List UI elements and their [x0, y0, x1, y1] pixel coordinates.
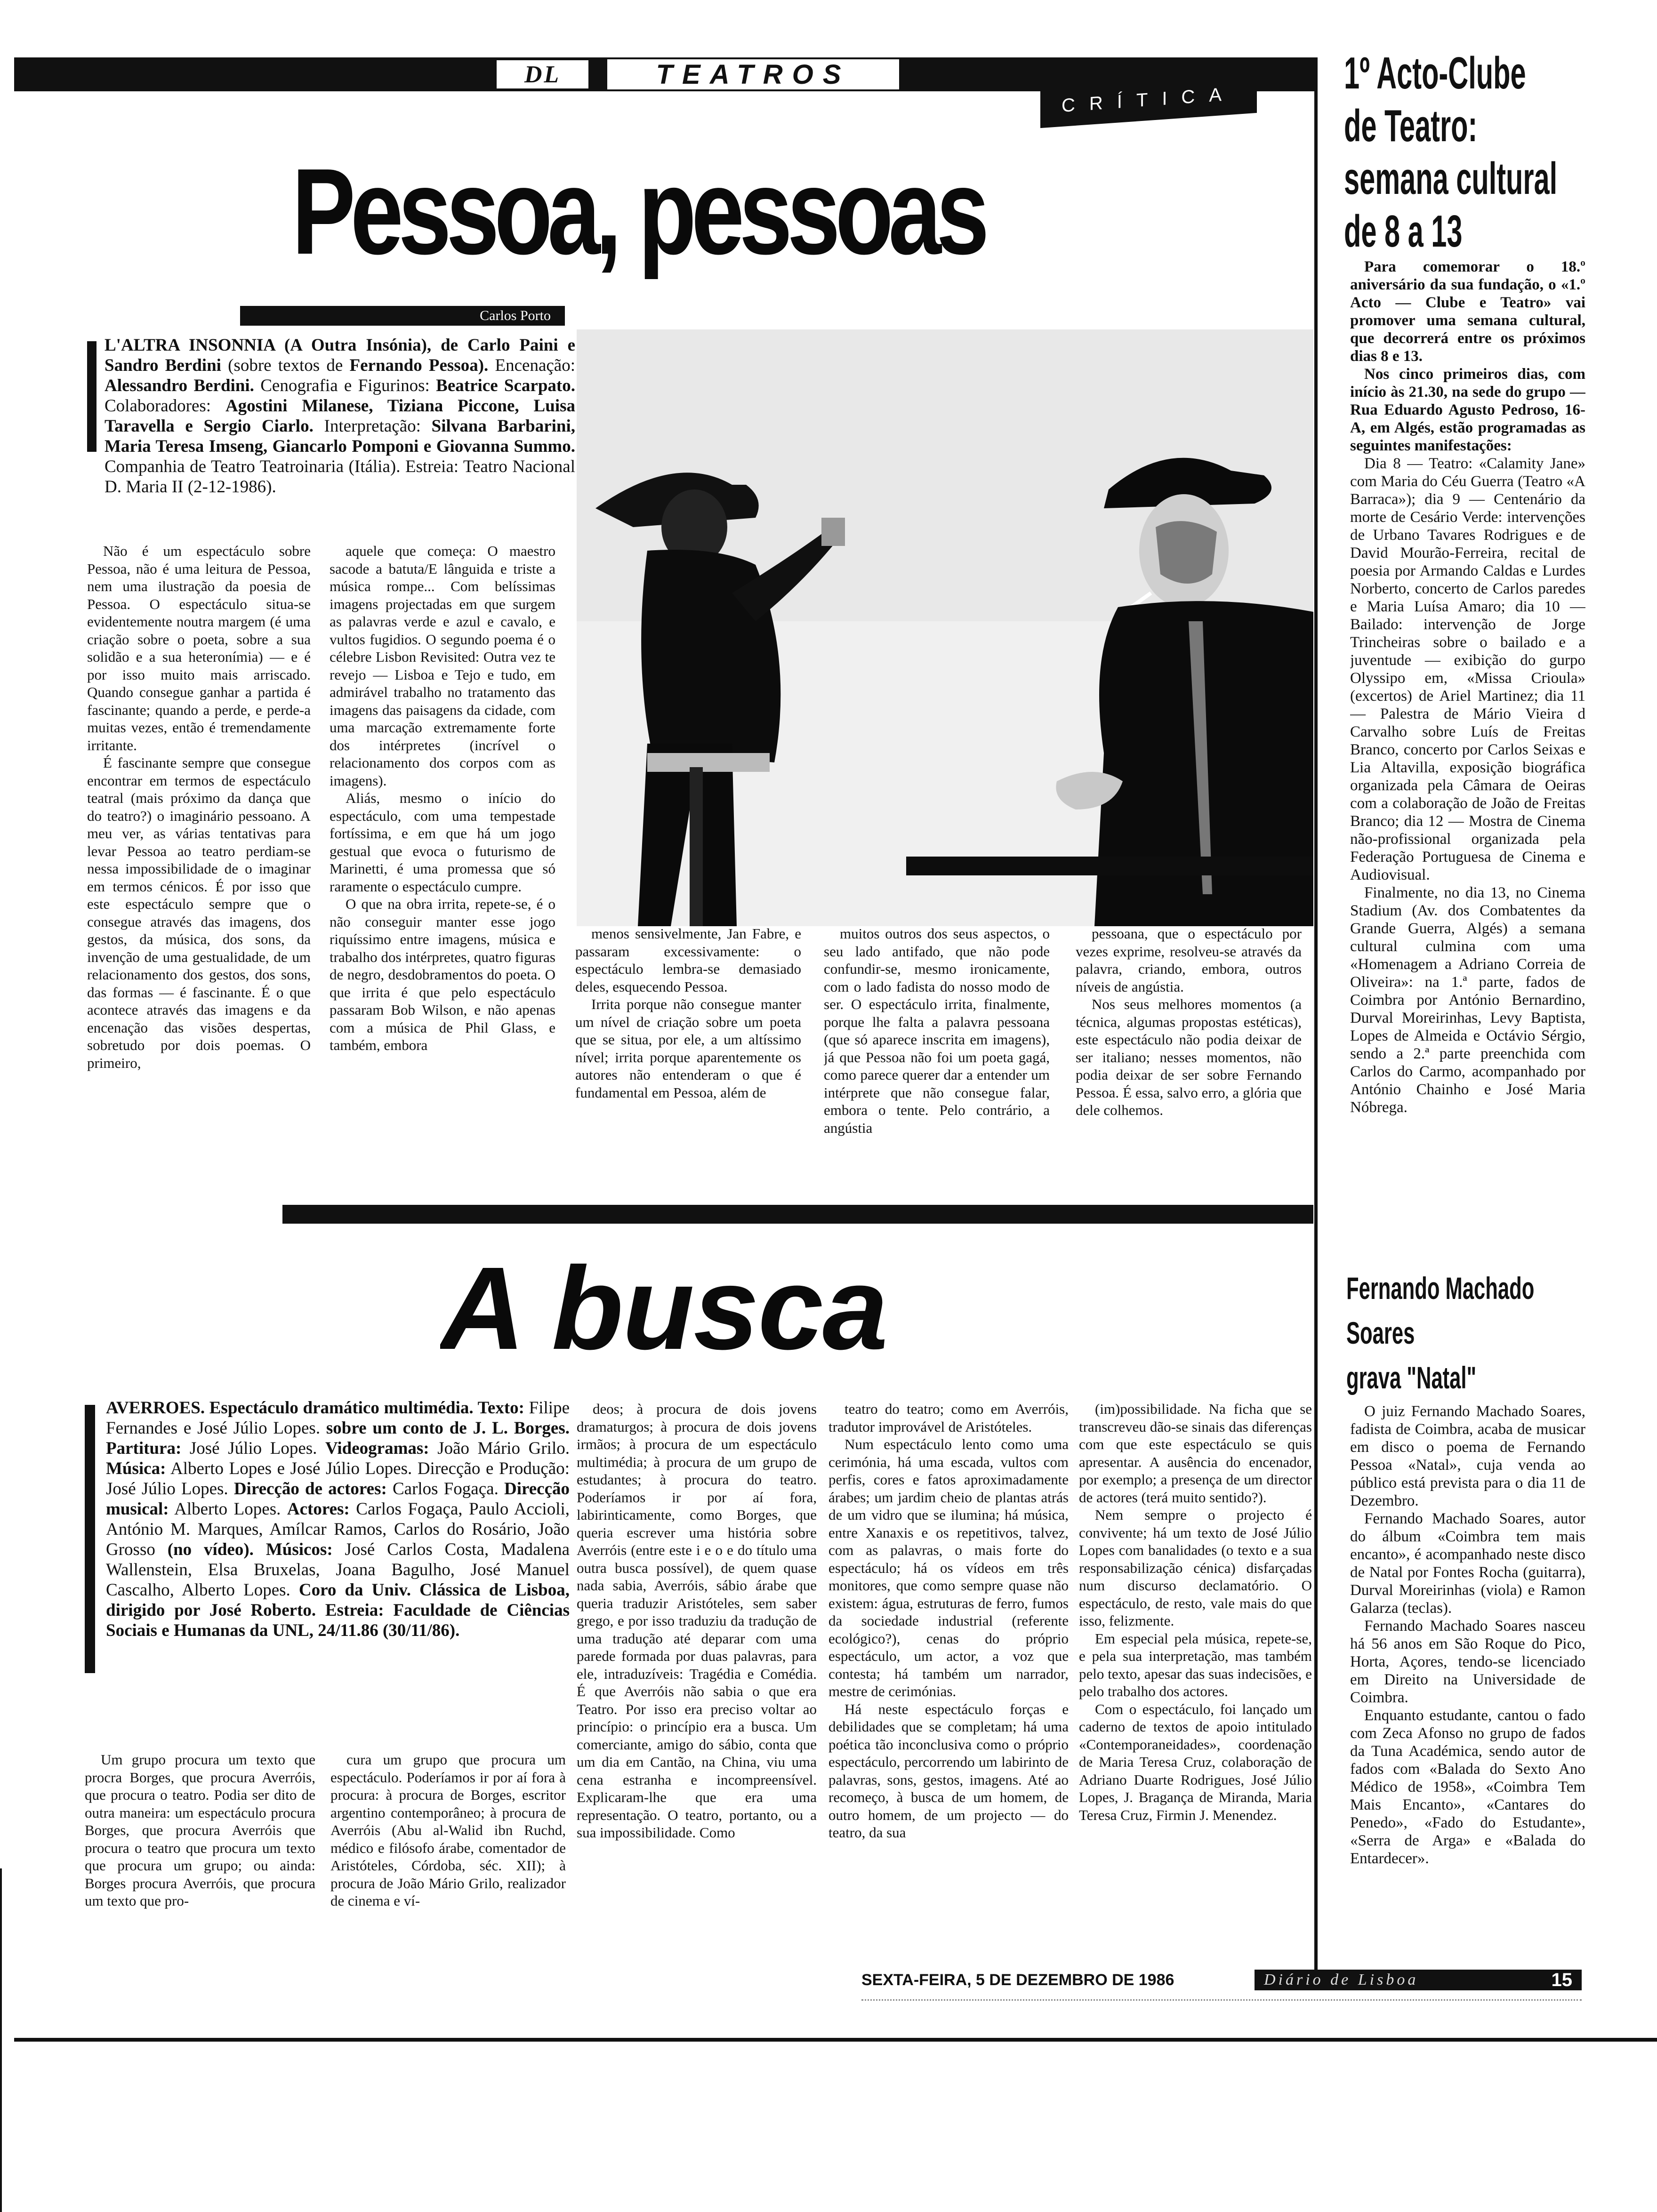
- credits-run: Música:: [106, 1459, 166, 1478]
- credits-run: Filipe Fernandes e José Júlio Lopes.: [106, 1398, 570, 1438]
- paragraph: teatro do teatro; como em Averróis, tradutor improvável de Aristóteles.: [828, 1401, 1069, 1435]
- credits-run: (sobre textos de: [221, 356, 350, 375]
- credits-run: José Carlos Costa, Madalena Wallenstein, Elsa Bruxelas, Joana Bagulho, José Manuel Cascalho, Alberto Lopes.: [106, 1540, 570, 1600]
- section-label: [607, 59, 899, 89]
- sidebar-2-title-line-1: Fernando Machado: [1346, 1271, 1535, 1306]
- sidebar-1-program: Dia 8 — Teatro: «Calamity Jane» com Maria do Céu Guerra (Teatro «A Barraca»); dia 9 — Centenário da morte de Cesário Verde: intervenções de Urbano Tavares Rodrigues e de David Mourão-Ferreira, recital de poesia por Armando Caldas e Lurdes Norberto, concerto de Carlos paredes e Maria Luísa Amaro; dia 10 — Bailado: intervenção de Jorge Trincheiras sobre o bailado e a juventude — exibição do gurpo Olyssipo em, «Missa Crioula» (excertos) de Ariel Martinez; dia 11 — Palestra de Mário Vieira d Carvalho sobre Luís de Freitas Branco, concerto por Carlos Seixas e Lia Altavilla, exposição biográfica organizada pela Câmara de Oeiras com a colaboração de João de Freitas Branco; dia 12 — Mostra de Cinema não-profissional organizada pela Federação Portuguesa de Cinema e Audiovisual.: [1350, 455, 1585, 883]
- credits-run: Direcção de actores:: [233, 1479, 387, 1499]
- footer-paper-name: Diário de Lisboa: [1264, 1971, 1419, 1988]
- credits-run: Coro da Univ. Clássica de Lisboa, dirigido por José Roberto. Estreia: Faculdade de Ciências Sociais e Humanas da UNL, 24/11.86 (30/11/86).: [106, 1580, 570, 1640]
- credits-run: Colaboradores:: [105, 396, 225, 416]
- article-2-dropbar: [85, 1405, 95, 1673]
- article-1-title-text: Pessoa, pessoas: [292, 144, 984, 280]
- sidebar-1-title-line-3: semana cultural: [1344, 153, 1558, 204]
- sidebar-1-title-line-1: 1º Acto-Clube: [1344, 48, 1526, 98]
- sidebar-1-lead: Para comemorar o 18.º aniversário da sua fundação, o «1.º Acto — Clube e Teatro» vai promover uma semana cultural, que decorrerá entre os próximos dias 8 e 13.: [1350, 258, 1585, 365]
- paragraph: Nos seus melhores momentos (a técnica, algumas propostas estéticas), este espectáculo não podia deixar de ser italiano; nesses momentos, não podia deixar de ser sobre Fernando Pessoa. É essa, salvo erro, a glória que dele colhemos.: [1076, 996, 1302, 1118]
- article-1-col-2: [330, 542, 555, 1168]
- article-1-col-3: [575, 925, 801, 1170]
- article-separator: [282, 1205, 1313, 1224]
- left-page-edge: [0, 1868, 2, 2212]
- paragraph: Há neste espectáculo forças e debilidades que se completam; há uma poética tão inconclusiva como o próprio espectáculo, percorrendo um labirinto de palavras, sons, gestos, imagens. Até ao recomeço, à busca de um homem, de outro homem, de um projecto — do teatro, da sua: [828, 1700, 1069, 1841]
- article-1-col-1: [87, 542, 311, 1168]
- credits-run: AVERROES. Espectáculo dramático multimédia. Texto:: [106, 1398, 524, 1418]
- credits-run: Alberto Lopes.: [169, 1499, 287, 1519]
- footer-date: SEXTA-FEIRA, 5 DE DEZEMBRO DE 1986: [861, 1971, 1174, 1989]
- article-1-photo: [577, 329, 1313, 926]
- credits-run: João Mário Grilo.: [429, 1439, 570, 1458]
- section-label-text: TEATROS: [656, 59, 851, 90]
- paragraph: O que na obra irrita, repete-se, é o não conseguir manter esse jogo riquíssimo entre imagens, música e trabalho dos intérpretes, quatro figuras de negro, desdobramentos do poeta. O que irrita é que pelo espectáculo passaram Bob Wilson, e não apenas com a música de Phil Glass, e também, embora: [330, 896, 555, 1053]
- paragraph: pessoana, que o espectáculo por vezes exprime, resolveu-se através da palavra, criando, embora, outros níveis de angústia.: [1076, 925, 1302, 995]
- credits-run: (no vídeo). Músicos:: [167, 1540, 333, 1559]
- sidebar-2-title: [1346, 1266, 1610, 1403]
- paragraph: (im)possibilidade. Na ficha que se transcreveu dão-se sinais das diferenças com que este espectáculo se quis apresentar. A ausência do encenador, por exemplo; a presença de um director de actores (terá muito sentido?).: [1079, 1401, 1312, 1506]
- article-1-col-4: [824, 925, 1050, 1170]
- sidebar-1-body: [1350, 258, 1585, 1256]
- paragraph: aquele que começa: O maestro sacode a batuta/E lânguida e triste a música rompe... Com belíssimas imagens projectadas em que surgem as palavras verde e azul e cavalo, e vultos fugidios. O segundo poema é o célebre Lisbon Revisited: Outra vez te revejo — Lisboa e Tejo e tudo, em admirável trabalho no tratamento das imagens das paisagens da cidade, com uma marcação extremamente forte dos intérpretes (incrível o relacionamento dos corpos com as imagens).: [330, 543, 555, 789]
- credits-run: Actores:: [287, 1499, 350, 1519]
- credits-run: L'ALTRA INSONNIA (A Outra Insónia), de Carlo Paini e Sandro Berdini: [105, 336, 575, 375]
- logo-text: DL: [524, 61, 561, 88]
- sidebar-1-finale: Finalmente, no dia 13, no Cinema Stadium (Av. dos Combatentes da Grande Guerra, Algés) a semana cultural culmina com uma «Homenagem a Adriano Correia de Oliveira»: na 1.ª parte, fados de Coimbra por António Bernardino, Durval Moreirinhas, Levy Baptista, Lopes de Almeida e Octávio Sérgio, sendo a 2.ª parte preenchida com Carlos do Carmo, acompanhado por António Chainho e José Maria Nóbrega.: [1350, 884, 1585, 1116]
- sidebar-2-title-line-2: Soares: [1346, 1315, 1415, 1350]
- critica-kicker-text: CRÍTICA: [1062, 83, 1236, 116]
- article-2-title: [440, 1233, 958, 1388]
- main-right-border: [1314, 57, 1318, 1973]
- sidebar-1-title-line-2: de Teatro:: [1344, 101, 1478, 151]
- credits-run: Alessandro Berdini.: [105, 376, 254, 395]
- paragraph: É fascinante sempre que consegue encontrar em termos de espectáculo teatral (mais próximo da dança que do teatro?) o imaginário pessoano. A meu ver, as várias tentativas para levar Pessoa ao teatro perdiam-se nessa impossibilidade de o imaginar em termos cénicos. É por isso que este espectáculo sempre que o consegue através das imagens, dos gestos, da música, dos sons, da invenção de uma gestualidade, de um relacionamento dos gestos, dos sons, das formas — é fascinante. É o que acontece através das imagens e da encenação das visões despertas, sobretudo por dois poemas. O primeiro,: [87, 754, 311, 1071]
- credits-run: Companhia de Teatro Teatroinaria (Itália). Estreia: Teatro Nacional D. Maria II (2-12-1986).: [105, 457, 575, 497]
- credits-run: Alberto Lopes e José Júlio Lopes. Direcção e Produção: José Júlio Lopes.: [106, 1459, 570, 1499]
- credits-run: Direcção musical:: [106, 1479, 570, 1519]
- paragraph: Não é um espectáculo sobre Pessoa, não é uma leitura de Pessoa, nem uma ilustração da poesia de Pessoa. O espectáculo situa-se evidentemente noutra margem (é uma criação sobre o poeta, sobre a sua solidão e a sua heteronímia) — e é por isso muito mais arriscado. Quando consegue ganhar a partida é fascinante; quando a perde, e perde-a muitas vezes, então é tremendamente irritante.: [87, 543, 311, 753]
- paragraph: Com o espectáculo, foi lançado um caderno de textos de apoio intitulado «Contemporaneidades», coordenação de Maria Teresa Cruz, colaboração de Adriano Duarte Rodrigues, José Júlio Lopes, J. Bragança de Miranda, Maria Teresa Cruz, Firmin J. Menendez.: [1079, 1700, 1312, 1823]
- sidebar-2-para-2: Fernando Machado Soares, autor do álbum «Coimbra tem mais encanto», é acompanhado neste disco de Natal por Fontes Rocha (guitarra), Durval Moreirinhas (viola) e Ramon Galarza (teclas).: [1350, 1510, 1585, 1617]
- credits-run: Agostini Milanese, Tiziana Piccone, Luisa Taravella e Sergio Ciarlo.: [105, 396, 575, 436]
- sidebar-1-title-line-4: de 8 a 13: [1344, 206, 1463, 256]
- credits-run: Carlos Fogaça.: [386, 1479, 504, 1499]
- credits-run: Fernando Pessoa).: [349, 356, 489, 375]
- credits-run: Beatrice Scarpato.: [436, 376, 575, 395]
- article-1-dropbar: [87, 341, 97, 452]
- article-1-title: [292, 141, 1069, 292]
- article-2-col-4: [828, 1400, 1069, 2024]
- sidebar-2-para-4: Enquanto estudante, cantou o fado com Zeca Afonso no grupo de fados da Tuna Académica, sendo autor de fados com «Balada do Sexto Ano Médico de 1958», «Coimbra Tem Mais Encanto», «Cantares do Penedo», «Fado do Estudante», «Serra de Arga» e «Balada do Entardecer».: [1350, 1707, 1585, 1867]
- credits-run: Videogramas:: [325, 1439, 429, 1458]
- footer-paper-bar: [1255, 1970, 1582, 1990]
- article-2-col-5: [1079, 1400, 1312, 2024]
- article-2-credits: [106, 1398, 570, 1708]
- credits-run: Silvana Barbarini, Maria Teresa Imseng, Giancarlo Pomponi e Giovanna Summo.: [105, 417, 575, 456]
- paragraph: Em especial pela música, repete-se, e pela sua interpretação, mas também pelo texto, apesar das suas indecisões, e pelo trabalho dos actores.: [1079, 1630, 1312, 1699]
- byline-bar: [240, 306, 565, 326]
- paragraph: menos sensivelmente, Jan Fabre, e passaram excessivamente: o espectáculo lembra-se demasiado deles, esquecendo Pessoa.: [575, 925, 801, 995]
- article-2-col-3: [577, 1400, 817, 2024]
- paragraph: cura um grupo que procura um espectáculo. Poderíamos ir por aí fora à procura: à procura de Borges, escritor argentino contemporâneo; à procura de Averróis (Abu al-Walid ibn Ruchd, médico e filósofo árabe, comentador de Aristóteles, Córdoba, séc. XII); à procura de João Mário Grilo, realizador de cinema e ví-: [330, 1751, 566, 1909]
- credits-run: Interpretação:: [313, 417, 432, 436]
- paragraph: Irrita porque não consegue manter um nível de criação sobre um poeta que se situa, por ele, a um altíssimo nível; irrita porque aparentemente os autores não entenderam o que é fundamental em Pessoa, além de: [575, 996, 801, 1101]
- credits-run: Cenografia e Figurinos:: [254, 376, 436, 395]
- sidebar-2-para-1: O juiz Fernando Machado Soares, fadista de Coimbra, acaba de musicar em disco o poema de Fernando Pessoa «Natal», cuja venda ao público está prevista para o dia 11 de Dezembro.: [1350, 1403, 1585, 1509]
- paragraph: Num espectáculo lento como uma cerimónia, há uma escada, vultos com perfis, cores e fatos aproximadamente árabes; um jardim cheio de plantas atrás de um vidro que se ilumina; há música, entre Xanaxis e os repetitivos, talvez, com as palavras, o mais forte do espectáculo; há os vídeos em três monitores, que como sempre quase não existem: água, estruturas de ferro, fumos da sociedade industrial (referente ecológico?), cenas do próprio espectáculo, um actor, a voz que contesta; há também um narrador, mestre de cerimónias.: [828, 1436, 1069, 1699]
- article-1-credits: [105, 335, 575, 533]
- paragraph: Nem sempre o projecto é convivente; há um texto de José Júlio Lopes com banalidades (o texto e a sua responsabilização cénica) disfarçadas num discurso declamatório. O espectáculo, de resto, vale mais do que isso, felizmente.: [1079, 1507, 1312, 1629]
- paragraph: muitos outros dos seus aspectos, o seu lado antifado, que não pode confundir-se, mesmo ironicamente, com o lado fadista do nosso modo de ser. O espectáculo irrita, finalmente, porque lhe falta a palavra pessoana (que só aparece inscrita em imagens), já que Pessoa não foi um poeta gagá, como parece querer dar a entender um intérprete que não consegue falar, embora o tente. Pelo contrário, a angústia: [824, 925, 1050, 1136]
- credits-run: sobre um conto de J. L. Borges. Partitura:: [106, 1419, 570, 1458]
- article-1-col-5: [1076, 925, 1302, 1170]
- header-logo: [497, 60, 588, 88]
- sidebar-2-body: [1350, 1403, 1585, 2024]
- sidebar-2-para-3: Fernando Machado Soares nasceu há 56 anos em São Roque do Pico, Horta, Açores, tendo-se licenciado em Direito na Universidade de Coimbra.: [1350, 1618, 1585, 1706]
- credits-run: José Júlio Lopes.: [181, 1439, 326, 1458]
- photo-figures: [577, 329, 1313, 926]
- credits-run: Carlos Fogaça, Paulo Accioli, António M. Marques, Amílcar Ramos, Carlos do Rosário, João Grosso: [106, 1499, 570, 1559]
- article-2-col-2: [330, 1751, 566, 2024]
- sidebar-2-title-line-3: grava "Natal": [1346, 1360, 1477, 1395]
- paragraph: deos; à procura de dois jovens dramaturgos; à procura de dois jovens irmãos; à procura de um espectáculo multimédia; à procura de um grupo de estudantes; à procura do teatro. Poderíamos ir por aí fora, labirinticamente, como Borges, que queria escrever uma história sobre Averróis (entre este i e o e do título uma outra busca possível), de quem quase nada sabia, Averróis, sábio árabe que queria traduzir Aristóteles, sem saber grego, e por isso traduziu da tradução de uma tradução até deparar com uma parede formada por duas palavras, para ele, intraduzíveis: Tragédia e Comédia. É que Averróis não sabia o que era Teatro. Por isso era preciso voltar ao princípio: o princípio era a busca. Um comerciante, amigo do sábio, conta que um dia em Cantão, na China, viu uma cena estranha e incompreensível. Explicaram-lhe que era uma representação. O teatro, portanto, ou a sua impossibilidade. Como: [577, 1401, 817, 1841]
- sidebar-1-title: [1344, 47, 1645, 264]
- byline: Carlos Porto: [480, 308, 551, 323]
- paragraph: Um grupo procura um texto que procra Borges, que procura Averróis, que procura o teatro. Podia ser dito de outra maneira: um espectáculo procura Borges, que procura Averróis que procura o teatro que procura um texto que procura um grupo; ou ainda: Borges procura Averróis, que procura um texto que pro-: [85, 1751, 315, 1909]
- article-2-col-1: [85, 1751, 315, 2024]
- footer-speckle-line: [861, 1999, 1582, 2001]
- bottom-rule: [14, 2038, 1657, 2042]
- credits-run: Encenação:: [488, 356, 575, 375]
- sidebar-1-lead-2: Nos cinco primeiros dias, com início às 21.30, na sede do grupo — Rua Eduardo Agusto Pedroso, 16-A, em Algés, estão programadas as seguintes manifestações:: [1350, 366, 1585, 454]
- footer-page-number: 15: [1551, 1969, 1572, 1990]
- article-2-title-text: A busca: [440, 1242, 887, 1374]
- paragraph: Aliás, mesmo o início do espectáculo, com uma tempestade fortíssima, e em que há um jogo gestual que evoca o futurismo de Marinetti, é uma promessa que só raramente o espectáculo cumpre.: [330, 790, 555, 895]
